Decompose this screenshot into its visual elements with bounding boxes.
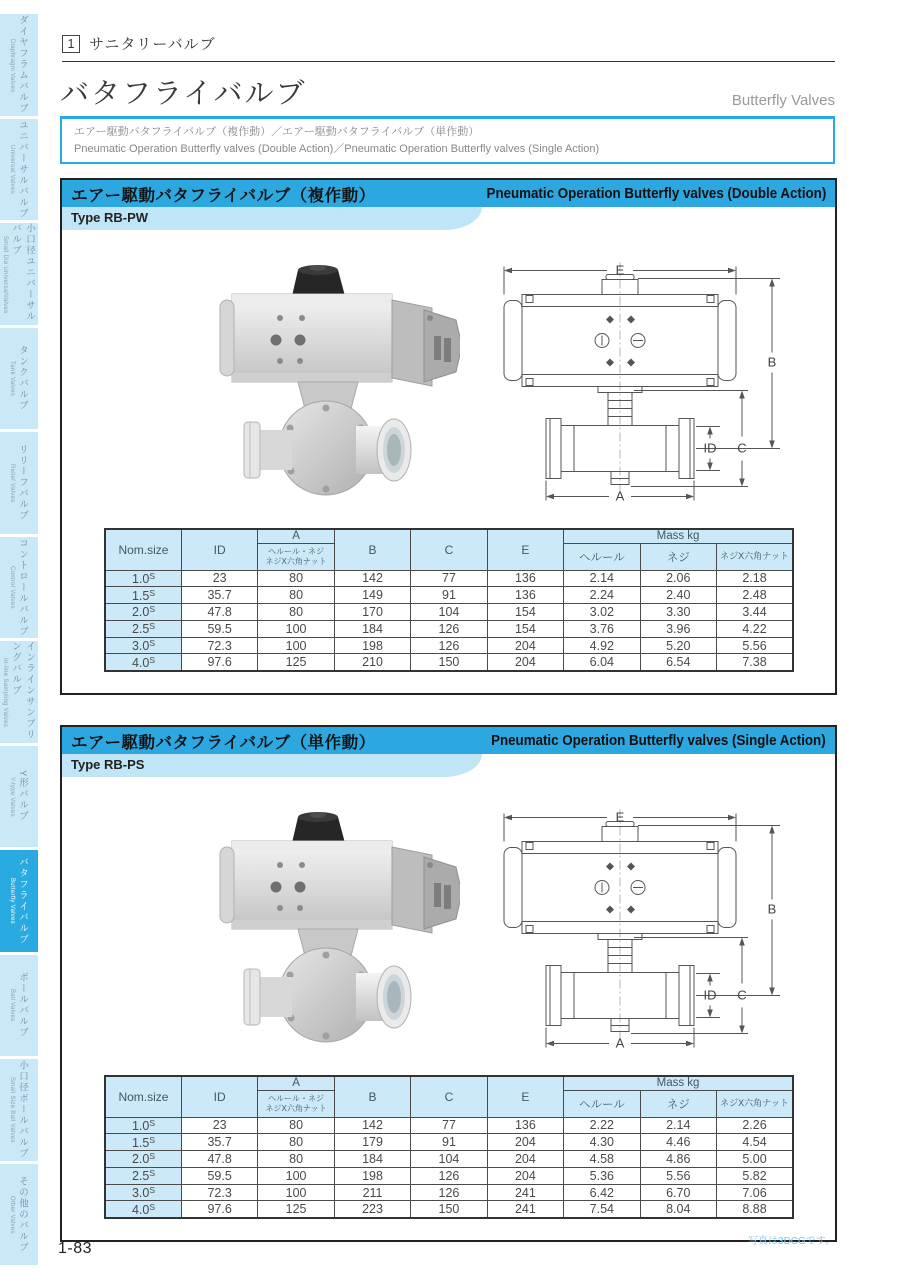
value-cell: 125 — [258, 654, 334, 671]
table-row — [105, 1201, 793, 1218]
sidebar-item-6[interactable] — [0, 641, 38, 743]
nom-size-cell: $3.0^S$ — [105, 1184, 181, 1201]
value-cell: 4.22 — [717, 620, 794, 637]
nom-size-cell: $3.0^S$ — [105, 637, 181, 654]
sidebar-item-label-jp: 小口径ユニバーサルバルブ — [10, 223, 35, 322]
col-nom-size: Nom.size — [105, 1076, 181, 1117]
sidebar-item-5[interactable] — [0, 537, 38, 639]
col-mass-screw: ネジ — [640, 1090, 716, 1117]
sidebar-item-10[interactable] — [0, 1059, 38, 1161]
value-cell: 154 — [487, 620, 563, 637]
table-row — [105, 1167, 793, 1184]
section-title-jp: エアー駆動バタフライバルブ（複作動） — [71, 186, 376, 205]
value-cell: 2.26 — [717, 1117, 794, 1134]
value-cell: 4.86 — [640, 1151, 716, 1168]
value-cell: 211 — [334, 1184, 410, 1201]
page-title-jp: バタフライバルブ — [60, 78, 307, 110]
value-cell: 80 — [258, 1151, 334, 1168]
sidebar-item-label-en: Ball Valves — [9, 989, 15, 1023]
section-title-en: Pneumatic Operation Butterfly valves (Single Action) — [491, 732, 826, 749]
section-header-bar — [62, 180, 835, 207]
value-cell: 23 — [181, 570, 257, 587]
value-cell: 8.04 — [640, 1201, 716, 1218]
nom-size-cell: $1.5^S$ — [105, 1134, 181, 1151]
value-cell: 2.14 — [564, 570, 640, 587]
value-cell: 5.20 — [640, 637, 716, 654]
sidebar-item-3[interactable] — [0, 328, 38, 430]
col-b: B — [334, 1076, 410, 1117]
sidebar-item-label-jp: ボールバルブ — [17, 972, 28, 1039]
value-cell: 149 — [334, 587, 410, 604]
value-cell: 2.14 — [640, 1117, 716, 1134]
value-cell: 47.8 — [181, 604, 257, 621]
value-cell: 241 — [487, 1201, 563, 1218]
value-cell: 4.46 — [640, 1134, 716, 1151]
sidebar-item-label-en: Tank Valves — [9, 361, 15, 397]
value-cell: 126 — [411, 1167, 487, 1184]
value-cell: 104 — [411, 604, 487, 621]
dim-label-id: ID — [703, 987, 717, 1003]
value-cell: 5.82 — [717, 1167, 794, 1184]
col-mass-ferrule: ヘルール — [564, 1090, 640, 1117]
sidebar-item-label-en: Relief Valves — [9, 464, 15, 503]
value-cell: 210 — [334, 654, 410, 671]
nom-size-cell: $4.0^S$ — [105, 654, 181, 671]
value-cell: 204 — [487, 637, 563, 654]
section-title-jp: エアー駆動バタフライバルブ（単作動） — [71, 733, 376, 752]
value-cell: 142 — [334, 570, 410, 587]
nom-size-cell: $1.0^S$ — [105, 1117, 181, 1134]
nom-size-cell: $1.5^S$ — [105, 587, 181, 604]
subtitle-jp: エアー駆動バタフライバルブ（複作動）／エアー駆動バタフライバルブ（単作動） — [74, 126, 480, 138]
sidebar-item-2[interactable] — [0, 223, 38, 325]
value-cell: 126 — [411, 1184, 487, 1201]
value-cell: 2.18 — [717, 570, 794, 587]
page-number: 1-83 — [58, 1240, 93, 1257]
value-cell: 2.22 — [564, 1117, 640, 1134]
sidebar-item-label-en: Control Valves — [9, 566, 15, 610]
value-cell: 100 — [258, 620, 334, 637]
col-id: ID — [181, 1076, 257, 1117]
dimension-table — [104, 1075, 794, 1219]
value-cell: 7.54 — [564, 1201, 640, 1218]
value-cell: 3.30 — [640, 604, 716, 621]
value-cell: 72.3 — [181, 637, 257, 654]
value-cell: 5.36 — [564, 1167, 640, 1184]
type-label: Type RB-PW — [62, 207, 482, 230]
section-double-action — [60, 178, 837, 695]
sidebar-item-0[interactable] — [0, 14, 38, 116]
sidebar-item-11[interactable] — [0, 1164, 38, 1266]
value-cell: 104 — [411, 1151, 487, 1168]
value-cell: 5.56 — [640, 1167, 716, 1184]
col-a: A — [258, 1076, 334, 1090]
value-cell: 80 — [258, 587, 334, 604]
dim-label-a: A — [615, 488, 625, 501]
col-mass-hexnut: ネジX六角ナット — [717, 1090, 794, 1117]
sidebar-item-label-jp: 小口径ボールバルブ — [17, 1060, 28, 1160]
table-row — [105, 1151, 793, 1168]
value-cell: 3.96 — [640, 620, 716, 637]
value-cell: 4.30 — [564, 1134, 640, 1151]
value-cell: 204 — [487, 1134, 563, 1151]
value-cell: 198 — [334, 637, 410, 654]
col-a: A — [258, 529, 334, 543]
value-cell: 136 — [487, 587, 563, 604]
value-cell: 77 — [411, 1117, 487, 1134]
value-cell: 91 — [411, 587, 487, 604]
value-cell: 3.02 — [564, 604, 640, 621]
value-cell: 80 — [258, 1117, 334, 1134]
value-cell: 47.8 — [181, 1151, 257, 1168]
table-row — [105, 587, 793, 604]
subtitle-en: Pneumatic Operation Butterfly valves (Double Action)／Pneumatic Operation Butterfly valves (Single Action) — [74, 142, 600, 155]
sidebar-item-label-en: Diaphragm Valves — [9, 38, 15, 92]
value-cell: 6.54 — [640, 654, 716, 671]
nom-size-cell: $4.0^S$ — [105, 1201, 181, 1218]
table-row — [105, 1117, 793, 1134]
sidebar-item-label-en: Universal Valves — [9, 145, 15, 195]
section-title-en: Pneumatic Operation Butterfly valves (Double Action) — [486, 185, 826, 202]
sidebar-item-label-en: Y-type Valves — [9, 776, 15, 817]
sidebar-item-label-en: Small Dia UniversalValves — [2, 235, 8, 313]
section-single-action — [60, 725, 837, 1242]
value-cell: 6.42 — [564, 1184, 640, 1201]
col-c: C — [411, 1076, 487, 1117]
value-cell: 59.5 — [181, 1167, 257, 1184]
value-cell: 2.06 — [640, 570, 716, 587]
value-cell: 3.76 — [564, 620, 640, 637]
dimension-drawing — [470, 246, 830, 501]
type-label: Type RB-PS — [62, 754, 482, 777]
value-cell: 179 — [334, 1134, 410, 1151]
value-cell: 150 — [411, 1201, 487, 1218]
valve-product-render — [180, 795, 460, 1045]
col-a-sub: ヘルール・ネジ ネジX六角ナット — [258, 1090, 334, 1117]
sidebar-item-9[interactable] — [0, 955, 38, 1057]
value-cell: 6.04 — [564, 654, 640, 671]
sidebar-item-4[interactable] — [0, 432, 38, 534]
dim-label-a: A — [615, 1035, 625, 1048]
value-cell: 126 — [411, 637, 487, 654]
nom-size-cell: $1.0^S$ — [105, 570, 181, 587]
col-mass-hexnut: ネジX六角ナット — [717, 543, 794, 570]
sidebar-item-label-en: Butterfly Valves — [9, 878, 15, 925]
dimension-drawing — [470, 793, 830, 1048]
table-row — [105, 620, 793, 637]
dim-label-b: B — [767, 354, 777, 370]
value-cell: 3.44 — [717, 604, 794, 621]
value-cell: 6.70 — [640, 1184, 716, 1201]
table-row — [105, 654, 793, 671]
value-cell: 150 — [411, 654, 487, 671]
sidebar-item-label-jp: コントロールバルブ — [17, 537, 28, 637]
value-cell: 100 — [258, 1184, 334, 1201]
value-cell: 23 — [181, 1117, 257, 1134]
value-cell: 35.7 — [181, 587, 257, 604]
sidebar-item-7[interactable] — [0, 746, 38, 848]
value-cell: 136 — [487, 570, 563, 587]
value-cell: 4.58 — [564, 1151, 640, 1168]
value-cell: 72.3 — [181, 1184, 257, 1201]
value-cell: 198 — [334, 1167, 410, 1184]
valve-product-render — [180, 248, 460, 498]
col-mass-ferrule: ヘルール — [564, 543, 640, 570]
value-cell: 91 — [411, 1134, 487, 1151]
dim-label-id: ID — [703, 440, 717, 456]
value-cell: 97.6 — [181, 654, 257, 671]
value-cell: 154 — [487, 604, 563, 621]
col-b: B — [334, 529, 410, 570]
value-cell: 4.92 — [564, 637, 640, 654]
chapter-title: サニタリーバルブ — [89, 36, 216, 53]
col-c: C — [411, 529, 487, 570]
col-id: ID — [181, 529, 257, 570]
page-titlebar — [60, 71, 835, 119]
value-cell: 7.38 — [717, 654, 794, 671]
value-cell: 5.56 — [717, 637, 794, 654]
value-cell: 126 — [411, 620, 487, 637]
value-cell: 59.5 — [181, 620, 257, 637]
col-e: E — [487, 529, 563, 570]
col-mass: Mass kg — [564, 529, 793, 543]
chapter-number-box: 1 — [62, 35, 80, 53]
value-cell: 2.24 — [564, 587, 640, 604]
value-cell: 80 — [258, 604, 334, 621]
value-cell: 2.48 — [717, 587, 794, 604]
sidebar-item-label-jp: Y形バルブ — [17, 770, 28, 823]
value-cell: 125 — [258, 1201, 334, 1218]
col-nom-size: Nom.size — [105, 529, 181, 570]
value-cell: 241 — [487, 1184, 563, 1201]
col-e: E — [487, 1076, 563, 1117]
value-cell: 100 — [258, 637, 334, 654]
sidebar-item-label-jp: ダイヤフラムバルブ — [17, 15, 28, 115]
table-row — [105, 637, 793, 654]
value-cell: 204 — [487, 1151, 563, 1168]
value-cell: 100 — [258, 1167, 334, 1184]
page-title-en: Butterfly Valves — [731, 92, 835, 109]
sidebar-item-label-jp: バタフライバルブ — [17, 856, 28, 945]
subtitle-box — [60, 117, 835, 164]
value-cell: 204 — [487, 654, 563, 671]
value-cell: 77 — [411, 570, 487, 587]
value-cell: 136 — [487, 1117, 563, 1134]
section-header-bar — [62, 727, 835, 754]
product-photo — [180, 248, 460, 498]
table-row — [105, 570, 793, 587]
nom-size-cell: $2.0^S$ — [105, 604, 181, 621]
nom-size-cell: $2.5^S$ — [105, 1167, 181, 1184]
sidebar-item-label-jp: その他のバルブ — [17, 1175, 28, 1253]
col-mass: Mass kg — [564, 1076, 793, 1090]
dim-label-b: B — [767, 901, 777, 917]
sidebar-item-label-en: Other Valves — [9, 1195, 15, 1234]
valve-dimension-drawing — [470, 793, 830, 1048]
sidebar-item-8[interactable] — [0, 850, 38, 952]
value-cell: 223 — [334, 1201, 410, 1218]
sidebar-item-label-jp: ユニバーサルバルブ — [17, 119, 28, 219]
value-cell: 80 — [258, 1134, 334, 1151]
dim-label-e: E — [615, 809, 625, 825]
dim-label-c: C — [737, 987, 747, 1003]
category-sidebar — [0, 14, 38, 1265]
value-cell: 8.88 — [717, 1201, 794, 1218]
value-cell: 4.54 — [717, 1134, 794, 1151]
table-row — [105, 604, 793, 621]
col-a-sub: ヘルール・ネジ ネジX六角ナット — [258, 543, 334, 570]
sidebar-item-label-en: In-line Sampling Valves — [2, 657, 8, 727]
sidebar-item-label-jp: インラインサンプリングバルブ — [10, 641, 35, 740]
sidebar-item-label-en: Small Size Ball Valves — [9, 1077, 15, 1144]
value-cell: 184 — [334, 620, 410, 637]
value-cell: 7.06 — [717, 1184, 794, 1201]
value-cell: 204 — [487, 1167, 563, 1184]
sidebar-item-label-jp: リリーフバルブ — [17, 444, 28, 522]
nom-size-cell: $2.5^S$ — [105, 620, 181, 637]
dimension-table — [104, 528, 794, 672]
value-cell: 170 — [334, 604, 410, 621]
dim-label-c: C — [737, 440, 747, 456]
product-photo — [180, 795, 460, 1045]
value-cell: 2.40 — [640, 587, 716, 604]
value-cell: 97.6 — [181, 1201, 257, 1218]
sidebar-item-label-jp: タンクバルブ — [17, 345, 28, 412]
valve-dimension-drawing — [470, 246, 830, 501]
sidebar-item-1[interactable] — [0, 119, 38, 221]
value-cell: 184 — [334, 1151, 410, 1168]
value-cell: 5.00 — [717, 1151, 794, 1168]
table-row — [105, 1184, 793, 1201]
dim-label-e: E — [615, 262, 625, 278]
value-cell: 35.7 — [181, 1134, 257, 1151]
table-row — [105, 1134, 793, 1151]
nom-size-cell: $2.0^S$ — [105, 1151, 181, 1168]
value-cell: 80 — [258, 570, 334, 587]
chapter-heading — [62, 33, 835, 62]
value-cell: 142 — [334, 1117, 410, 1134]
photo-note: 写真は3DCGです。 — [748, 1236, 835, 1247]
col-mass-screw: ネジ — [640, 543, 716, 570]
